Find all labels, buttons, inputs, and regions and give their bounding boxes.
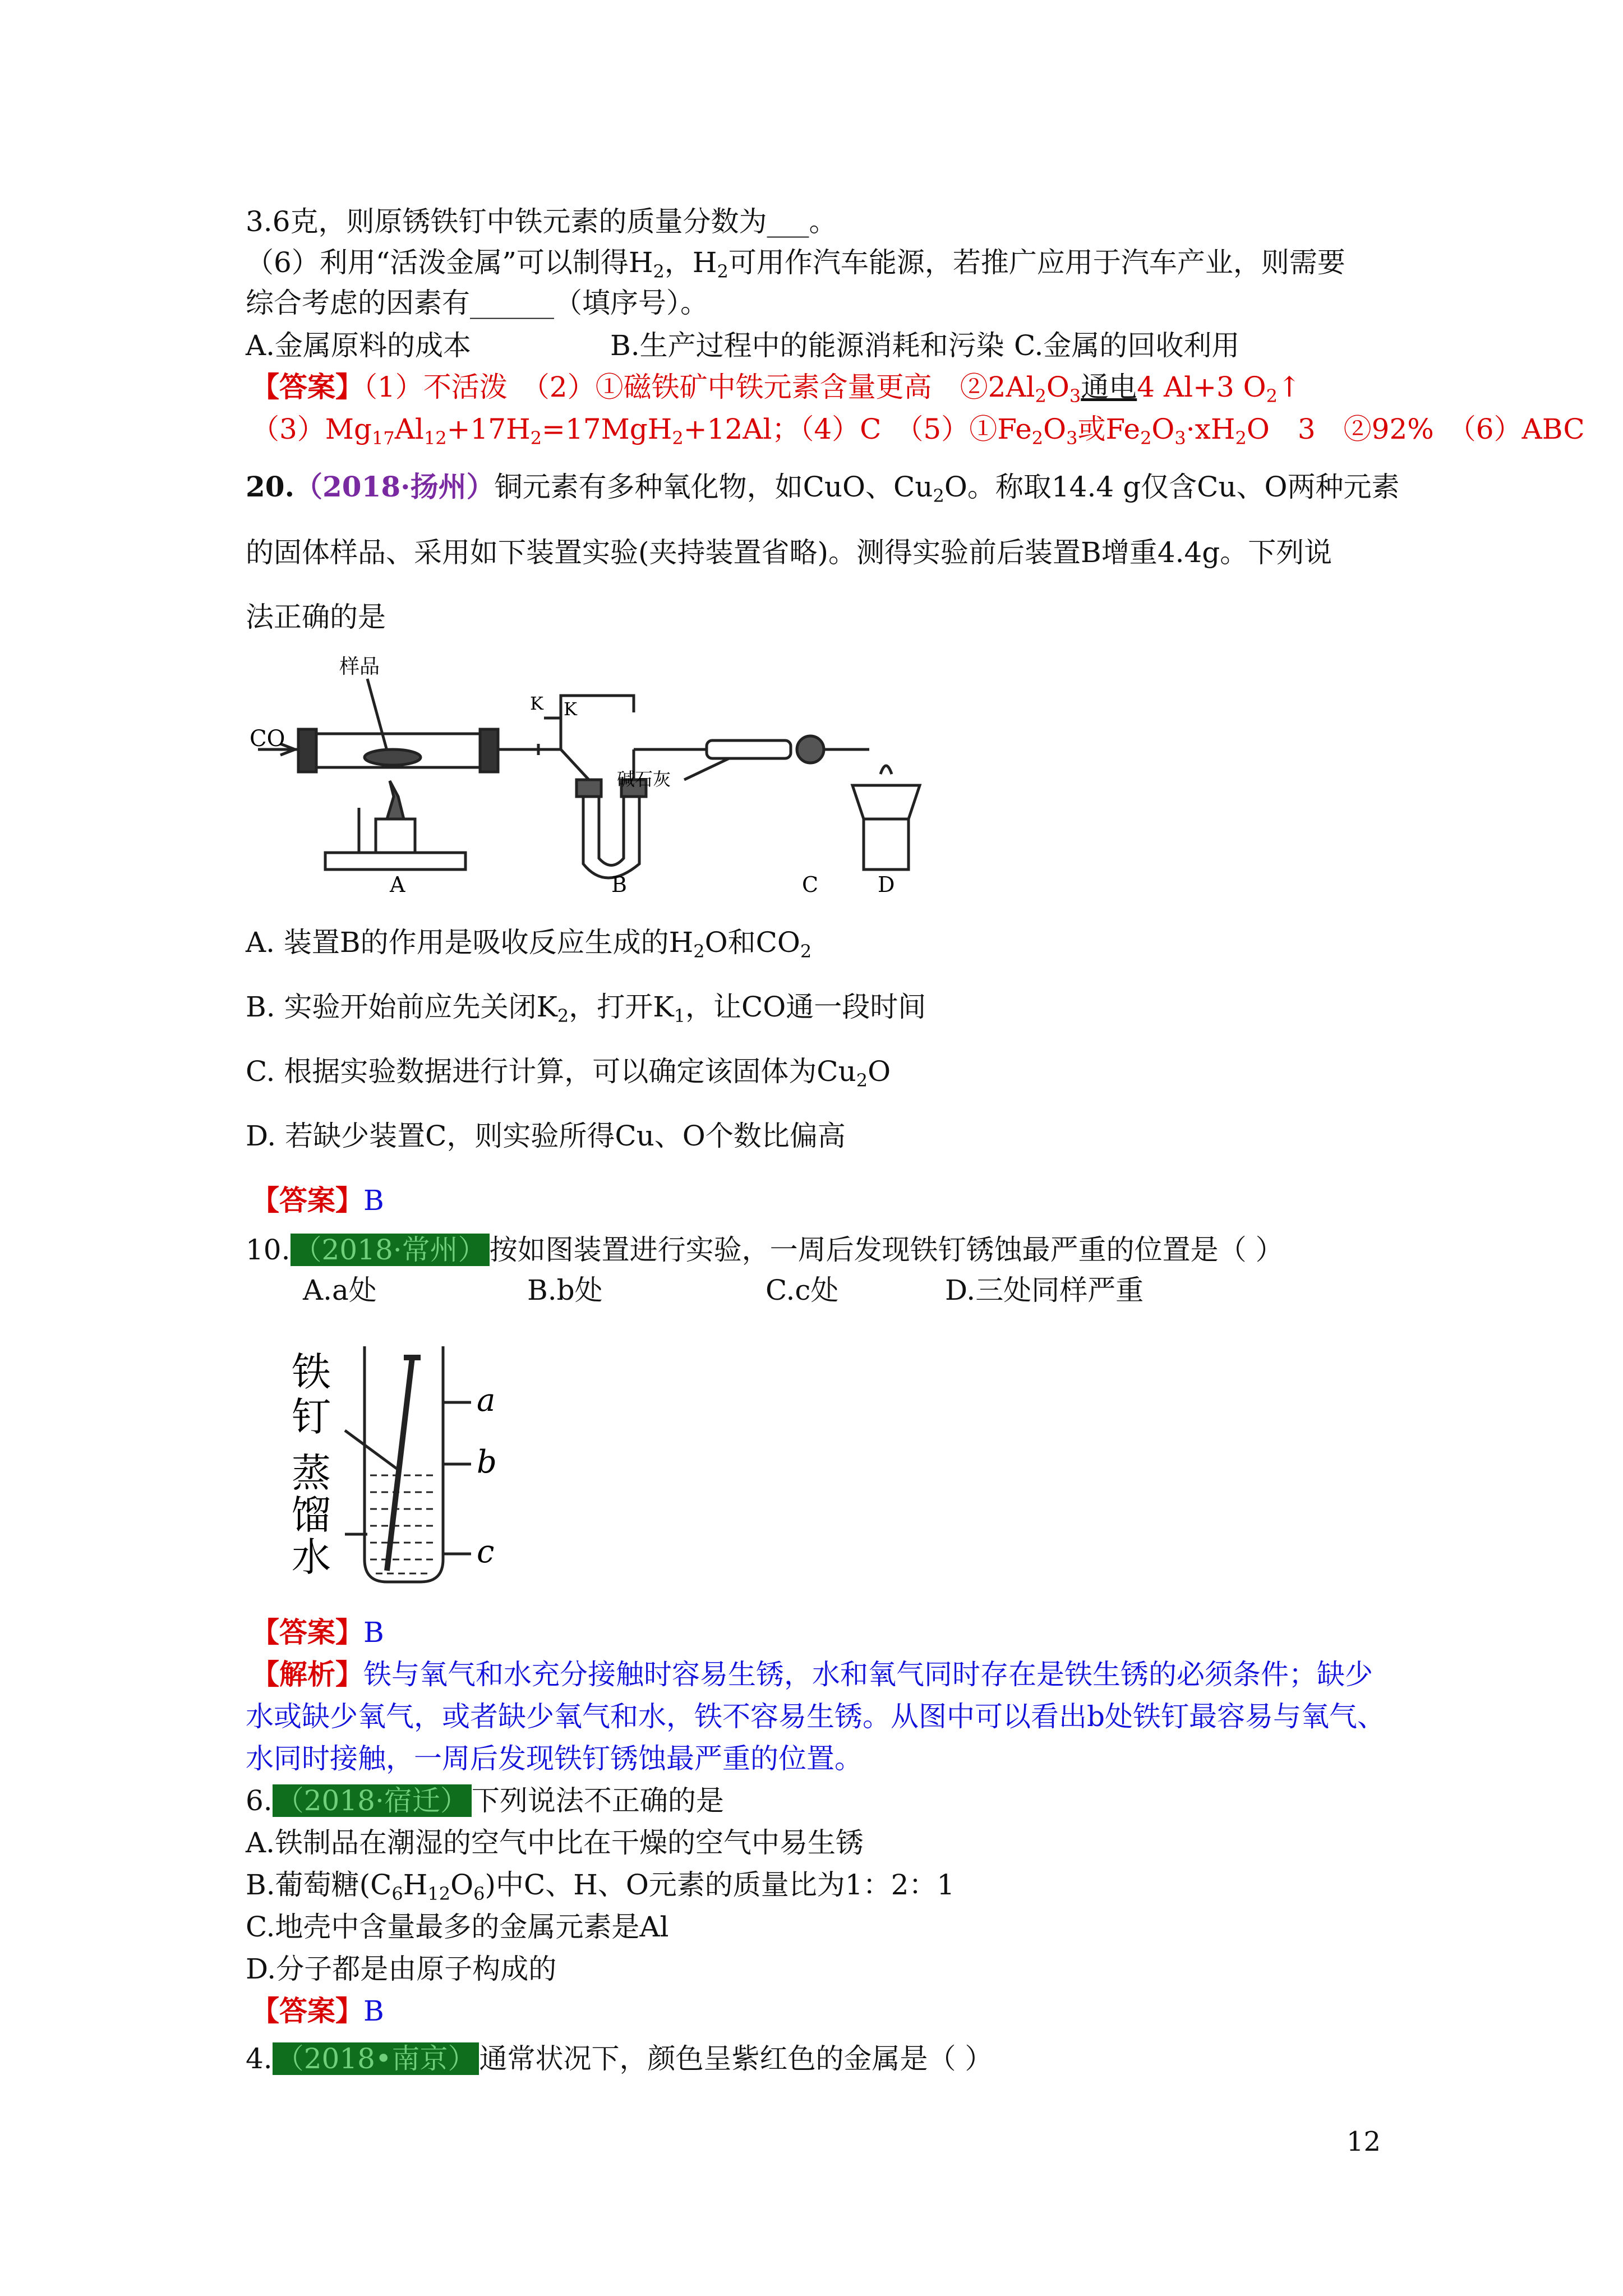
- apparatus-figure: [247, 651, 953, 898]
- page-number: 12: [1346, 2126, 1381, 2157]
- text-line: （6）利用“活泼金属”可以制得$H_2$，$H_2$可用作汽车能源，若推广应用于汽车产业，则需要: [246, 246, 1345, 282]
- label-c: c: [477, 1534, 495, 1570]
- explanation-line: 水同时接触，一周后发现铁钉锈蚀最严重的位置。: [246, 1742, 863, 1775]
- label-sample: 样品: [339, 655, 380, 678]
- label-a: a: [477, 1382, 496, 1419]
- option-line: D. 若缺少装置C，则实验所得Cu、O个数比偏高: [246, 1120, 846, 1152]
- option-line: A. 装置B的作用是吸收反应生成的$H_2O$和$CO_2$: [246, 926, 812, 962]
- question-line: 的固体样品、采用如下装置实验(夹持装置省略)。测得实验前后装置B增重4.4g。下列说: [246, 536, 1332, 569]
- label-b: B: [611, 872, 627, 897]
- question-line: 法正确的是: [246, 601, 386, 633]
- text-line: 3.6克，则原锈铁钉中铁元素的质量分数为___。: [246, 205, 837, 238]
- option-line: A.a处 B.b处 C.c处 D.三处同样严重: [303, 1274, 1144, 1306]
- text-line: 综合考虑的因素有______（填序号）。: [246, 287, 708, 319]
- option-line: A.金属原料的成本 B.生产过程中的能源消耗和污染 C.金属的回收利用: [246, 329, 1240, 362]
- answer-line: 【答案】B: [251, 1184, 384, 1217]
- label-water-1: 蒸: [292, 1451, 331, 1495]
- label-c: C: [802, 872, 819, 897]
- answer-line: 【答案】B: [251, 1994, 384, 2027]
- label-b: b: [477, 1444, 497, 1480]
- question-line: 10. （2018·常州） 按如图装置进行实验，一周后发现铁钉锈蚀最严重的位置是（ ）: [246, 1234, 1284, 1266]
- explanation-line: 水或缺少氧气，或者缺少氧气和水，铁不容易生锈。从图中可以看出b处铁钉最容易与氧气、: [246, 1700, 1386, 1733]
- option-line: C.地壳中含量最多的金属元素是Al: [246, 1911, 669, 1943]
- nail-figure: [292, 1335, 527, 1599]
- label-a: A: [390, 872, 405, 897]
- question-line: 6. （2018·宿迁） 下列说法不正确的是: [246, 1784, 724, 1817]
- option-line: C. 根据实验数据进行计算，可以确定该固体为$Cu_2O$: [246, 1055, 891, 1091]
- option-line: D.分子都是由原子构成的: [246, 1953, 557, 1985]
- option-line: B.葡萄糖$(C_6H_{12}O_6)$中C、H、O元素的质量比为1：2：1: [246, 1869, 955, 1904]
- option-line: A.铁制品在潮湿的空气中比在干燥的空气中易生锈: [246, 1826, 864, 1859]
- label-d: D: [878, 872, 895, 897]
- label-nail-1: 铁: [292, 1350, 331, 1394]
- label-water-3: 水: [292, 1535, 331, 1579]
- option-line: B. 实验开始前应先关闭$K_2$，打开$K_1$，让CO通一段时间: [246, 991, 926, 1027]
- answer-line: 【答案】B: [251, 1616, 384, 1649]
- label-water-2: 馏: [292, 1493, 331, 1537]
- answer-line: $(3)Mg_{17}Al_{12}+17H_2=17MgH_2+12Al$；（4）C $(5)①Fe_2O_3$或$Fe_2O_3\cdot xH_2O$ 3 ②92% （6）ABC: [251, 413, 1585, 449]
- label-lime: 碱石灰: [617, 769, 671, 790]
- label-k2: K: [564, 698, 577, 720]
- label-nail-2: 钉: [292, 1395, 331, 1439]
- label-k1: K: [530, 693, 543, 714]
- question-line: 20.（2018·扬州）铜元素有多种氧化物，如CuO、$Cu_2O$。称取14.4 g仅含Cu、O两种元素: [246, 470, 1400, 507]
- answer-line: 【答案】（1）不活泼 （2）①磁铁矿中铁元素含量更高 $②2Al_2O_3$通电4 Al+3 $O_2↑$: [251, 370, 1301, 407]
- explanation-line: 【解析】铁与氧气和水充分接触时容易生锈，水和氧气同时存在是铁生锈的必须条件；缺少: [251, 1658, 1373, 1691]
- label-co: CO: [250, 726, 285, 752]
- question-line: 4. （2018•南京） 通常状况下，颜色呈紫红色的金属是（ ）: [246, 2042, 993, 2075]
